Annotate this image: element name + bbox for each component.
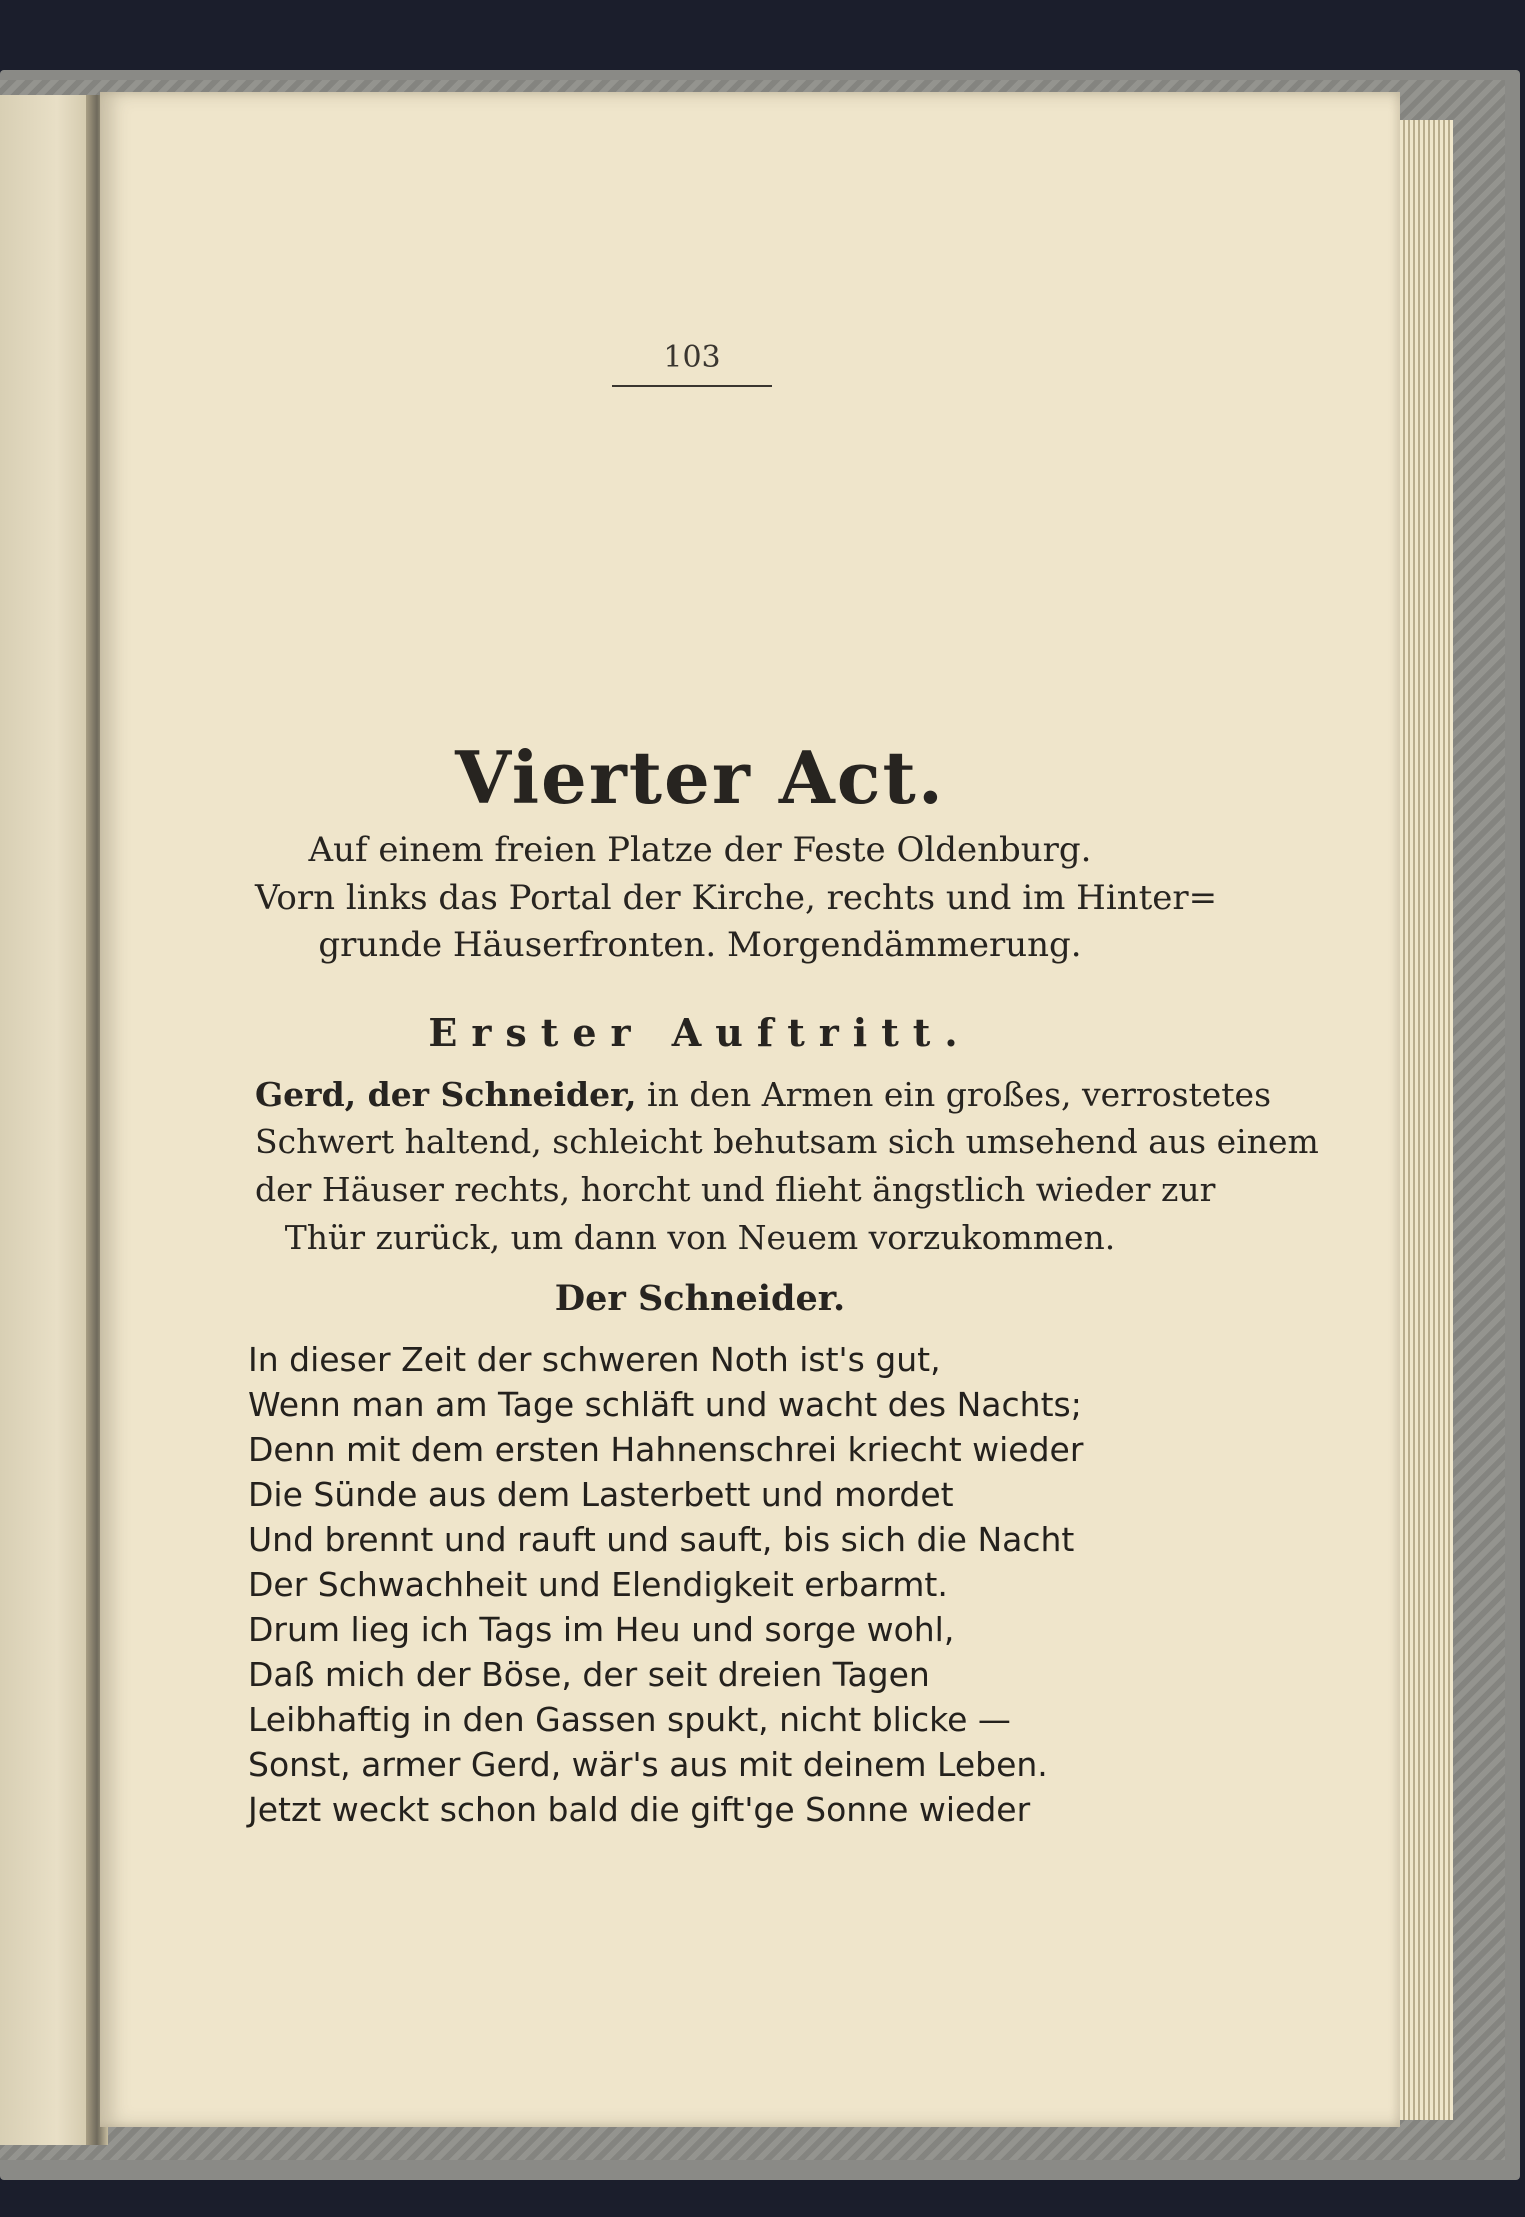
left-page: [0, 95, 95, 2145]
setting-line: Vorn links das Portal der Kirche, rechts und im Hinter=: [255, 878, 1218, 918]
speaker-name: Der Schneider.: [554, 1278, 846, 1319]
stage-direction-line: Thür zurück, um dann von Neuem vorzukommen.: [284, 1218, 1116, 1257]
verse-line: In dieser Zeit der schweren Noth ist's gut,: [248, 1340, 941, 1379]
verse-line: Drum lieg ich Tags im Heu und sorge wohl,: [248, 1610, 955, 1649]
verse-line: Die Sünde aus dem Lasterbett und mordet: [248, 1475, 954, 1514]
verse-line: Jetzt weckt schon bald die gift'ge Sonne wieder: [248, 1790, 1031, 1829]
scene-title: Erster Auftritt.: [428, 1010, 972, 1055]
stage-direction-line: der Häuser rechts, horcht und flieht ängstlich wieder zur: [255, 1170, 1216, 1209]
verse-line: Sonst, armer Gerd, wär's aus mit deinem Leben.: [248, 1745, 1048, 1784]
verse-line: Der Schwachheit und Elendigkeit erbarmt.: [248, 1565, 948, 1604]
page-number-rule: [612, 385, 772, 387]
verse-line: Und brennt und rauft und sauft, bis sich die Nacht: [248, 1520, 1075, 1559]
act-title: Vierter Act.: [455, 735, 945, 820]
stage-direction-text: in den Armen ein großes, verrostetes: [636, 1075, 1272, 1114]
setting-line: Auf einem freien Platze der Feste Oldenburg.: [308, 830, 1092, 870]
setting-line: grunde Häuserfronten. Morgendämmerung.: [318, 925, 1082, 965]
page-edges: [1395, 120, 1453, 2120]
page-number: 103: [663, 340, 721, 375]
verse-line: Daß mich der Böse, der seit dreien Tagen: [248, 1655, 930, 1694]
character-name: Gerd, der Schneider,: [255, 1075, 637, 1114]
verse-line: Denn mit dem ersten Hahnenschrei kriecht wieder: [248, 1430, 1084, 1469]
verse-line: Leibhaftig in den Gassen spukt, nicht blicke —: [248, 1700, 1011, 1739]
stage-direction-line: Schwert haltend, schleicht behutsam sich umsehend aus einem: [255, 1122, 1319, 1161]
verse-line: Wenn man am Tage schläft und wacht des Nachts;: [248, 1385, 1082, 1424]
stage-direction-line: [255, 1075, 1271, 1114]
